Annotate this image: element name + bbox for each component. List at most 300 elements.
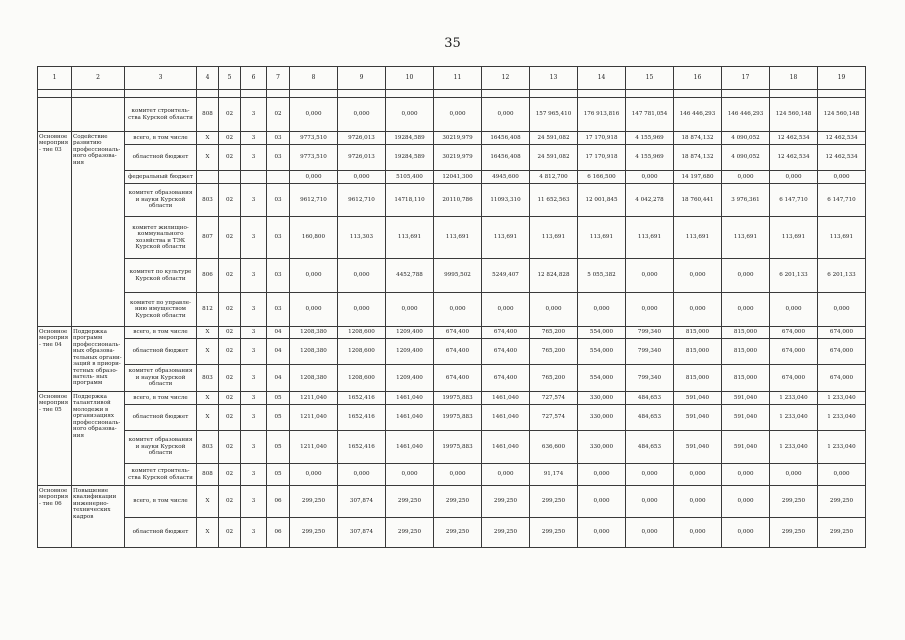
- value-cell: 176 913,816: [578, 98, 626, 132]
- value-cell: 6 166,500: [578, 171, 626, 184]
- value-cell: 0,000: [818, 293, 866, 327]
- value-cell: 0,000: [386, 293, 434, 327]
- value-cell: 299,250: [482, 518, 530, 548]
- value-cell: 0,000: [482, 98, 530, 132]
- value-cell: 299,250: [290, 518, 338, 548]
- value-cell: 799,340: [626, 365, 674, 392]
- code-cell: 807: [197, 217, 219, 259]
- code-cell: [241, 171, 267, 184]
- value-cell: 147 781,054: [626, 98, 674, 132]
- value-cell: 157 965,410: [530, 98, 578, 132]
- value-cell: 591,040: [722, 392, 770, 405]
- value-cell: 91,174: [530, 464, 578, 486]
- funding-source-cell: комитет жилищно- коммунального хозяйства и ТЭК Курской области: [125, 217, 197, 259]
- code-cell: 3: [241, 431, 267, 464]
- value-cell: 160,800: [290, 217, 338, 259]
- column-number: 18: [770, 67, 818, 90]
- empty-cell: [722, 90, 770, 98]
- code-cell: 03: [267, 184, 290, 217]
- table-row: [38, 327, 866, 339]
- value-cell: 14718,110: [386, 184, 434, 217]
- empty-cell: [434, 90, 482, 98]
- funding-source-cell: областной бюджет: [125, 145, 197, 171]
- value-cell: 3 976,361: [722, 184, 770, 217]
- code-cell: 02: [219, 518, 241, 548]
- code-cell: 04: [267, 365, 290, 392]
- code-cell: 02: [219, 486, 241, 518]
- value-cell: 12 001,845: [578, 184, 626, 217]
- value-cell: 1208,600: [338, 365, 386, 392]
- value-cell: 0,000: [818, 171, 866, 184]
- value-cell: 1461,040: [482, 392, 530, 405]
- value-cell: 0,000: [338, 259, 386, 293]
- value-cell: 0,000: [626, 171, 674, 184]
- value-cell: 815,000: [722, 339, 770, 365]
- value-cell: 0,000: [434, 464, 482, 486]
- value-cell: 11 652,563: [530, 184, 578, 217]
- value-cell: 674,400: [434, 327, 482, 339]
- column-number: 11: [434, 67, 482, 90]
- value-cell: 765,200: [530, 327, 578, 339]
- funding-source-cell: комитет по культуре Курской области: [125, 259, 197, 293]
- value-cell: 299,250: [818, 486, 866, 518]
- empty-cell: [818, 90, 866, 98]
- funding-source-cell: всего, в том числе: [125, 327, 197, 339]
- code-cell: 04: [267, 327, 290, 339]
- value-cell: 1652,416: [338, 405, 386, 431]
- value-cell: 0,000: [674, 464, 722, 486]
- value-cell: 124 560,148: [818, 98, 866, 132]
- value-cell: 113,691: [722, 217, 770, 259]
- value-cell: 1 233,040: [770, 405, 818, 431]
- funding-source-cell: комитет строитель- ства Курской области: [125, 98, 197, 132]
- code-cell: X: [197, 339, 219, 365]
- value-cell: 0,000: [434, 293, 482, 327]
- value-cell: 12041,300: [434, 171, 482, 184]
- value-cell: 674,400: [482, 365, 530, 392]
- column-number: 17: [722, 67, 770, 90]
- code-cell: 03: [267, 259, 290, 293]
- value-cell: 1 233,040: [818, 392, 866, 405]
- value-cell: 799,340: [626, 327, 674, 339]
- value-cell: 1211,040: [290, 405, 338, 431]
- code-cell: 02: [219, 405, 241, 431]
- code-cell: 3: [241, 98, 267, 132]
- code-cell: X: [197, 132, 219, 145]
- column-number: 19: [818, 67, 866, 90]
- event-cell: Основное мероприя- тие 05: [38, 392, 72, 486]
- value-cell: 727,574: [530, 392, 578, 405]
- value-cell: 0,000: [386, 98, 434, 132]
- column-number: 10: [386, 67, 434, 90]
- column-number: 3: [125, 67, 197, 90]
- empty-cell: [125, 90, 197, 98]
- value-cell: 0,000: [578, 486, 626, 518]
- value-cell: 0,000: [482, 293, 530, 327]
- value-cell: 299,250: [290, 486, 338, 518]
- value-cell: 4945,600: [482, 171, 530, 184]
- value-cell: 17 170,918: [578, 132, 626, 145]
- code-cell: 808: [197, 464, 219, 486]
- value-cell: 299,250: [434, 486, 482, 518]
- value-cell: 1652,416: [338, 392, 386, 405]
- value-cell: 0,000: [290, 259, 338, 293]
- code-cell: 02: [267, 98, 290, 132]
- funding-source-cell: комитет образования и науки Курской области: [125, 431, 197, 464]
- code-cell: 02: [219, 392, 241, 405]
- code-cell: [197, 171, 219, 184]
- value-cell: 16456,408: [482, 145, 530, 171]
- code-cell: 06: [267, 486, 290, 518]
- value-cell: 5 055,382: [578, 259, 626, 293]
- code-cell: 02: [219, 365, 241, 392]
- value-cell: 24 591,082: [530, 132, 578, 145]
- empty-cell: [674, 90, 722, 98]
- code-cell: [267, 171, 290, 184]
- table-row: [38, 259, 866, 293]
- value-cell: 19975,883: [434, 431, 482, 464]
- empty-cell: [241, 90, 267, 98]
- value-cell: 0,000: [578, 464, 626, 486]
- value-cell: 4 155,969: [626, 132, 674, 145]
- value-cell: 1208,600: [338, 339, 386, 365]
- value-cell: 9773,510: [290, 132, 338, 145]
- value-cell: 9995,502: [434, 259, 482, 293]
- value-cell: 113,691: [434, 217, 482, 259]
- table-row: [38, 293, 866, 327]
- value-cell: 30219,979: [434, 145, 482, 171]
- value-cell: 113,691: [530, 217, 578, 259]
- value-cell: 0,000: [722, 486, 770, 518]
- code-cell: 3: [241, 184, 267, 217]
- value-cell: 18 874,132: [674, 132, 722, 145]
- table-row: [38, 365, 866, 392]
- code-cell: 02: [219, 217, 241, 259]
- code-cell: 3: [241, 339, 267, 365]
- value-cell: 0,000: [290, 464, 338, 486]
- value-cell: 0,000: [290, 98, 338, 132]
- page-number: 35: [444, 36, 461, 51]
- value-cell: 0,000: [626, 464, 674, 486]
- code-cell: 3: [241, 259, 267, 293]
- code-cell: 3: [241, 392, 267, 405]
- value-cell: 330,000: [578, 431, 626, 464]
- table-row: [38, 132, 866, 145]
- value-cell: 146 446,293: [674, 98, 722, 132]
- code-cell: [219, 171, 241, 184]
- value-cell: 0,000: [770, 464, 818, 486]
- value-cell: 1209,400: [386, 327, 434, 339]
- value-cell: 0,000: [674, 293, 722, 327]
- code-cell: 02: [219, 327, 241, 339]
- value-cell: 330,000: [578, 405, 626, 431]
- value-cell: 0,000: [530, 293, 578, 327]
- value-cell: 0,000: [722, 259, 770, 293]
- empty-cell: [482, 90, 530, 98]
- value-cell: 0,000: [338, 293, 386, 327]
- column-number: 12: [482, 67, 530, 90]
- value-cell: 113,691: [674, 217, 722, 259]
- value-cell: 9612,710: [338, 184, 386, 217]
- value-cell: 765,200: [530, 365, 578, 392]
- value-cell: 815,000: [722, 327, 770, 339]
- value-cell: 12 824,828: [530, 259, 578, 293]
- code-cell: 3: [241, 518, 267, 548]
- value-cell: 674,000: [818, 339, 866, 365]
- value-cell: 6 201,133: [818, 259, 866, 293]
- value-cell: 299,250: [770, 486, 818, 518]
- value-cell: 0,000: [338, 464, 386, 486]
- empty-cell: [197, 90, 219, 98]
- empty-cell: [386, 90, 434, 98]
- value-cell: 307,874: [338, 518, 386, 548]
- column-number: 6: [241, 67, 267, 90]
- code-cell: 3: [241, 464, 267, 486]
- value-cell: 9612,710: [290, 184, 338, 217]
- code-cell: 02: [219, 464, 241, 486]
- value-cell: 674,400: [434, 365, 482, 392]
- code-cell: 04: [267, 339, 290, 365]
- column-number: 8: [290, 67, 338, 90]
- value-cell: 4 155,969: [626, 145, 674, 171]
- value-cell: 636,600: [530, 431, 578, 464]
- code-cell: 3: [241, 405, 267, 431]
- value-cell: 1211,040: [290, 431, 338, 464]
- empty-cell: [72, 90, 125, 98]
- event-cell: Основное мероприя- тие 06: [38, 486, 72, 548]
- value-cell: 0,000: [386, 464, 434, 486]
- value-cell: 554,000: [578, 327, 626, 339]
- funding-source-cell: комитет образования и науки Курской области: [125, 365, 197, 392]
- column-number: 13: [530, 67, 578, 90]
- value-cell: 0,000: [338, 98, 386, 132]
- value-cell: 674,000: [770, 327, 818, 339]
- value-cell: 765,200: [530, 339, 578, 365]
- event-name-cell: Поддержка талантливой молодежи в организациях профессиональ- ного образова- ния: [72, 392, 125, 486]
- value-cell: 1208,380: [290, 339, 338, 365]
- value-cell: 299,250: [530, 518, 578, 548]
- value-cell: 307,874: [338, 486, 386, 518]
- value-cell: 591,040: [722, 431, 770, 464]
- value-cell: 113,303: [338, 217, 386, 259]
- value-cell: 815,000: [722, 365, 770, 392]
- value-cell: 18 760,441: [674, 184, 722, 217]
- spacer-row: [38, 90, 866, 98]
- value-cell: 815,000: [674, 339, 722, 365]
- code-cell: 05: [267, 392, 290, 405]
- code-cell: 06: [267, 518, 290, 548]
- budget-table: [37, 66, 866, 548]
- code-cell: 3: [241, 486, 267, 518]
- code-cell: 803: [197, 184, 219, 217]
- table-row: [38, 184, 866, 217]
- code-cell: 05: [267, 464, 290, 486]
- header-row: [38, 67, 866, 90]
- empty-cell: [770, 90, 818, 98]
- value-cell: 1652,416: [338, 431, 386, 464]
- value-cell: 299,250: [530, 486, 578, 518]
- value-cell: 0,000: [434, 98, 482, 132]
- value-cell: 330,000: [578, 392, 626, 405]
- value-cell: 727,574: [530, 405, 578, 431]
- value-cell: 484,653: [626, 405, 674, 431]
- value-cell: 12 462,534: [770, 145, 818, 171]
- code-cell: 05: [267, 405, 290, 431]
- value-cell: 1 233,040: [818, 431, 866, 464]
- event-cell: Основное мероприя- тие 03: [38, 132, 72, 327]
- code-cell: X: [197, 518, 219, 548]
- value-cell: 19284,589: [386, 145, 434, 171]
- event-name-cell: Содействие развитию профессиональ- ного образова- ния: [72, 132, 125, 327]
- value-cell: 815,000: [674, 327, 722, 339]
- value-cell: 9773,510: [290, 145, 338, 171]
- value-cell: 19284,589: [386, 132, 434, 145]
- value-cell: 1208,600: [338, 327, 386, 339]
- value-cell: 1461,040: [482, 405, 530, 431]
- code-cell: 02: [219, 339, 241, 365]
- funding-source-cell: федеральный бюджет: [125, 171, 197, 184]
- value-cell: 0,000: [626, 486, 674, 518]
- empty-cell: [267, 90, 290, 98]
- value-cell: 4 090,052: [722, 132, 770, 145]
- table-row: [38, 464, 866, 486]
- event-cell: [38, 98, 72, 132]
- table-row: [38, 145, 866, 171]
- code-cell: 03: [267, 293, 290, 327]
- value-cell: 1461,040: [386, 405, 434, 431]
- code-cell: 806: [197, 259, 219, 293]
- code-cell: 3: [241, 293, 267, 327]
- code-cell: 803: [197, 431, 219, 464]
- value-cell: 674,000: [770, 365, 818, 392]
- table-body: [38, 67, 866, 548]
- funding-source-cell: всего, в том числе: [125, 486, 197, 518]
- value-cell: 299,250: [770, 518, 818, 548]
- value-cell: 299,250: [386, 486, 434, 518]
- value-cell: 0,000: [674, 486, 722, 518]
- value-cell: 591,040: [722, 405, 770, 431]
- value-cell: 674,400: [434, 339, 482, 365]
- value-cell: 591,040: [674, 405, 722, 431]
- value-cell: 1209,400: [386, 365, 434, 392]
- event-name-cell: [72, 98, 125, 132]
- value-cell: 113,691: [482, 217, 530, 259]
- value-cell: 12 462,534: [818, 145, 866, 171]
- code-cell: 3: [241, 217, 267, 259]
- value-cell: 113,691: [770, 217, 818, 259]
- table-row: [38, 392, 866, 405]
- code-cell: 812: [197, 293, 219, 327]
- table-row: [38, 518, 866, 548]
- funding-source-cell: областной бюджет: [125, 405, 197, 431]
- value-cell: 674,400: [482, 339, 530, 365]
- value-cell: 0,000: [626, 293, 674, 327]
- value-cell: 674,000: [818, 327, 866, 339]
- column-number: 9: [338, 67, 386, 90]
- column-number: 1: [38, 67, 72, 90]
- column-number: 15: [626, 67, 674, 90]
- table-row: [38, 405, 866, 431]
- value-cell: 0,000: [578, 293, 626, 327]
- value-cell: 113,691: [578, 217, 626, 259]
- column-number: 16: [674, 67, 722, 90]
- value-cell: 0,000: [722, 464, 770, 486]
- value-cell: 14 197,680: [674, 171, 722, 184]
- code-cell: 02: [219, 98, 241, 132]
- funding-source-cell: областной бюджет: [125, 339, 197, 365]
- value-cell: 6 147,710: [818, 184, 866, 217]
- value-cell: 4 812,700: [530, 171, 578, 184]
- event-name-cell: Поддержка программ профессиональ- ных образова- тельных органи- заций в приори- тетных образо- ватель- ных программ: [72, 327, 125, 392]
- code-cell: 02: [219, 431, 241, 464]
- column-number: 7: [267, 67, 290, 90]
- value-cell: 0,000: [674, 259, 722, 293]
- code-cell: 02: [219, 145, 241, 171]
- value-cell: 5105,400: [386, 171, 434, 184]
- code-cell: 05: [267, 431, 290, 464]
- value-cell: 16456,408: [482, 132, 530, 145]
- code-cell: 808: [197, 98, 219, 132]
- column-number: 2: [72, 67, 125, 90]
- empty-cell: [578, 90, 626, 98]
- code-cell: X: [197, 327, 219, 339]
- table-row: [38, 217, 866, 259]
- empty-cell: [338, 90, 386, 98]
- value-cell: 591,040: [674, 431, 722, 464]
- code-cell: 3: [241, 327, 267, 339]
- value-cell: 299,250: [482, 486, 530, 518]
- value-cell: 1461,040: [386, 392, 434, 405]
- value-cell: 9726,013: [338, 132, 386, 145]
- value-cell: 113,691: [818, 217, 866, 259]
- value-cell: 0,000: [818, 464, 866, 486]
- event-name-cell: Повышение квалификации инженерно- технических кадров: [72, 486, 125, 548]
- value-cell: 4 042,278: [626, 184, 674, 217]
- empty-cell: [626, 90, 674, 98]
- code-cell: X: [197, 145, 219, 171]
- value-cell: 674,000: [818, 365, 866, 392]
- code-cell: 02: [219, 184, 241, 217]
- table-row: [38, 431, 866, 464]
- value-cell: 815,000: [674, 365, 722, 392]
- value-cell: 12 462,534: [770, 132, 818, 145]
- value-cell: 124 560,148: [770, 98, 818, 132]
- code-cell: 03: [267, 132, 290, 145]
- value-cell: 554,000: [578, 339, 626, 365]
- value-cell: 18 874,132: [674, 145, 722, 171]
- table-row: [38, 98, 866, 132]
- value-cell: 0,000: [770, 171, 818, 184]
- value-cell: 1208,380: [290, 327, 338, 339]
- value-cell: 1461,040: [386, 431, 434, 464]
- value-cell: 0,000: [290, 293, 338, 327]
- value-cell: 6 147,710: [770, 184, 818, 217]
- empty-cell: [290, 90, 338, 98]
- value-cell: 19975,883: [434, 392, 482, 405]
- code-cell: 02: [219, 132, 241, 145]
- value-cell: 0,000: [626, 518, 674, 548]
- value-cell: 0,000: [770, 293, 818, 327]
- column-number: 5: [219, 67, 241, 90]
- value-cell: 299,250: [386, 518, 434, 548]
- value-cell: 20110,786: [434, 184, 482, 217]
- code-cell: 02: [219, 259, 241, 293]
- value-cell: 591,040: [674, 392, 722, 405]
- value-cell: 299,250: [434, 518, 482, 548]
- value-cell: 17 170,918: [578, 145, 626, 171]
- table-row: [38, 339, 866, 365]
- funding-source-cell: комитет строитель- ства Курской области: [125, 464, 197, 486]
